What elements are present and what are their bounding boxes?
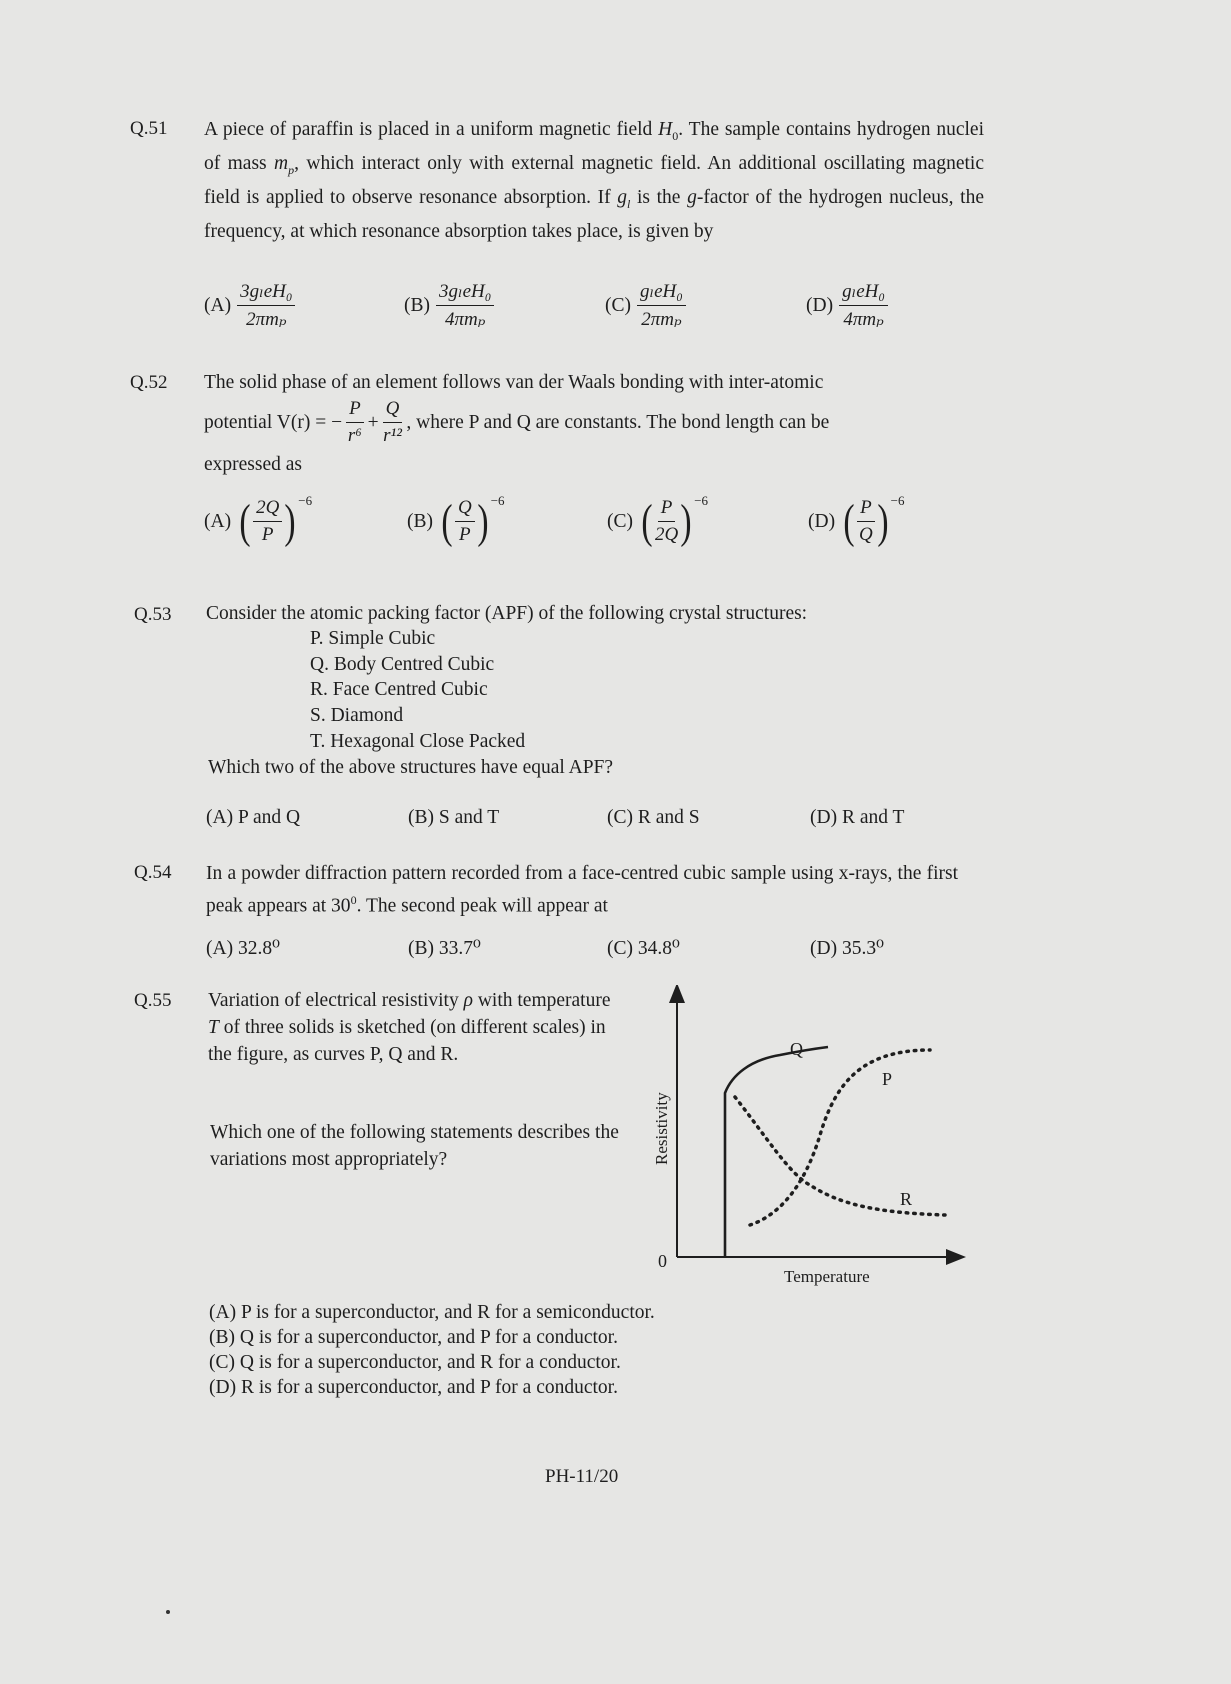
exponent: −6: [490, 493, 505, 508]
fraction: [346, 398, 364, 447]
fraction: [655, 497, 678, 546]
fraction: [857, 497, 875, 546]
question-52-line-3: expressed as: [204, 454, 303, 475]
fraction-numerator: P: [658, 497, 676, 522]
resistivity-temperature-figure: [640, 985, 970, 1295]
parenthesized-fraction: [841, 493, 905, 548]
y-axis-label: Resistivity: [652, 1092, 671, 1165]
fraction-denominator: P: [261, 524, 274, 545]
fraction-denominator: 2πmₚ: [246, 309, 287, 330]
fraction-numerator: 3gₗeH₀: [237, 280, 295, 306]
page-footer: PH-11/20: [545, 1466, 619, 1487]
q53-option-b[interactable]: (B) S and T: [408, 807, 500, 828]
q51-option-b[interactable]: [404, 280, 494, 331]
left-paren: (: [441, 494, 453, 548]
fraction-denominator: 2πmₚ: [641, 309, 682, 330]
question-number-54: Q.54: [134, 862, 172, 883]
question-54-text: In a powder diffraction pattern recorded from a face-centred cubic sample using x-rays, the first peak appears at $30^0$. The second peak will appear at: [206, 863, 958, 917]
x-axis-label: Temperature: [784, 1267, 870, 1286]
question-52-line-2: [204, 398, 829, 447]
q52-option-b[interactable]: [407, 493, 505, 548]
fraction-denominator: 2Q: [654, 524, 679, 545]
left-paren: (: [843, 494, 855, 548]
potential-prefix: potential V(r) = −: [204, 411, 343, 433]
curve-label-q: Q: [790, 1039, 803, 1059]
question-53-question: Which two of the above structures have equal APF?: [208, 757, 614, 778]
fraction: [455, 497, 475, 546]
q55-option-b[interactable]: (B) Q is for a superconductor, and P for a conductor.: [209, 1327, 618, 1348]
q52-option-a[interactable]: [204, 493, 313, 548]
fraction-denominator: 4πmₚ: [843, 309, 884, 330]
q55-option-c[interactable]: (C) Q is for a superconductor, and R for a conductor.: [209, 1352, 621, 1373]
left-paren: (: [239, 494, 251, 548]
fraction-denominator: r⁶: [347, 425, 362, 446]
q53-option-c[interactable]: (C) R and S: [607, 807, 700, 828]
fraction: [383, 398, 403, 447]
structure-item: S. Diamond: [310, 705, 404, 726]
q54-option-a[interactable]: (A) 32.8⁰: [206, 938, 280, 959]
fraction: [436, 280, 494, 331]
fraction: [637, 280, 686, 331]
fraction-numerator: P: [857, 497, 875, 522]
exponent: −6: [298, 493, 313, 508]
left-paren: (: [641, 494, 653, 548]
fraction-numerator: Q: [383, 398, 403, 423]
curve-label-p: P: [882, 1069, 893, 1089]
option-label: (B): [404, 294, 430, 316]
option-label: (D): [806, 294, 834, 316]
question-number-55: Q.55: [134, 990, 172, 1011]
option-label: (B): [407, 510, 433, 532]
q53-option-d[interactable]: (D) R and T: [810, 807, 905, 828]
curve-label-r: R: [900, 1189, 913, 1209]
fraction-denominator: r¹²: [383, 425, 402, 446]
q54-option-c[interactable]: (C) 34.8⁰: [607, 938, 680, 959]
exponent: −6: [694, 493, 709, 508]
fraction-numerator: gₗeH₀: [637, 280, 686, 306]
fraction-numerator: gₗeH₀: [839, 280, 888, 306]
parenthesized-fraction: [439, 493, 505, 548]
q55-option-a[interactable]: (A) P is for a superconductor, and R for a semiconductor.: [209, 1302, 655, 1323]
right-paren: ): [877, 494, 889, 548]
q55-option-d[interactable]: (D) R is for a superconductor, and P for a conductor.: [209, 1377, 618, 1398]
plus-sign: +: [367, 411, 379, 433]
q51-option-c[interactable]: [605, 280, 686, 331]
right-paren: ): [477, 494, 489, 548]
potential-suffix: , where P and Q are constants. The bond length can be: [406, 411, 830, 433]
option-label: (C): [605, 294, 631, 316]
option-label: (A): [204, 294, 232, 316]
fraction-numerator: P: [346, 398, 364, 423]
question-number-52: Q.52: [130, 372, 168, 393]
fraction: [237, 280, 295, 331]
fraction: [253, 497, 282, 546]
question-51-text: A piece of paraffin is placed in a uniform magnetic field $H_0$. The sample contains hydrogen nuclei of mass $m_p$, which interact only with external magnetic field. An additional oscillating magnetic field is applied to observe resonance absorption. If $g_l$ is the g-factor of the hydrogen nucleus, the frequency, at which resonance absorption takes place, is given by: [204, 119, 984, 242]
structure-item: Q. Body Centred Cubic: [310, 654, 495, 675]
q54-option-d[interactable]: (D) 35.3⁰: [810, 938, 884, 959]
option-label: (D): [808, 510, 836, 532]
structure-item: T. Hexagonal Close Packed: [310, 731, 526, 752]
option-label: (C): [607, 510, 633, 532]
question-52-line-1: The solid phase of an element follows van der Waals bonding with inter-atomic: [204, 372, 824, 393]
fraction-numerator: Q: [455, 497, 475, 522]
q51-option-a[interactable]: [204, 280, 295, 331]
question-number-51: Q.51: [130, 118, 168, 139]
structure-item: P. Simple Cubic: [310, 628, 436, 649]
parenthesized-fraction: [639, 493, 709, 548]
right-paren: ): [284, 494, 296, 548]
speck: [166, 1610, 170, 1614]
question-number-53: Q.53: [134, 604, 172, 625]
q52-option-c[interactable]: [607, 493, 709, 548]
question-55-text: Variation of electrical resistivity ρ with temperature T of three solids is sketched (on different scales) in the figure, as curves P, Q and R.: [208, 990, 611, 1065]
fraction-denominator: P: [459, 524, 471, 545]
fraction-numerator: 2Q: [253, 497, 282, 522]
curve-r: [735, 1097, 945, 1215]
fraction-numerator: 3gₗeH₀: [436, 280, 494, 306]
fraction-denominator: Q: [859, 524, 873, 545]
question-55-question: Which one of the following statements describes the variations most appropriately?: [210, 1122, 619, 1170]
option-label: (A): [204, 510, 232, 532]
question-53-intro: Consider the atomic packing factor (APF) of the following crystal structures:: [206, 603, 808, 624]
structure-item: R. Face Centred Cubic: [310, 679, 488, 700]
right-paren: ): [680, 494, 692, 548]
exponent: −6: [890, 493, 905, 508]
q52-option-d[interactable]: [808, 493, 905, 548]
fraction: [839, 280, 888, 331]
q54-option-b[interactable]: (B) 33.7⁰: [408, 938, 481, 959]
origin-label: 0: [658, 1251, 667, 1271]
q51-option-d[interactable]: [806, 280, 888, 331]
fraction-denominator: 4πmₚ: [445, 309, 486, 330]
parenthesized-fraction: [237, 493, 313, 548]
q53-option-a[interactable]: (A) P and Q: [206, 807, 301, 828]
